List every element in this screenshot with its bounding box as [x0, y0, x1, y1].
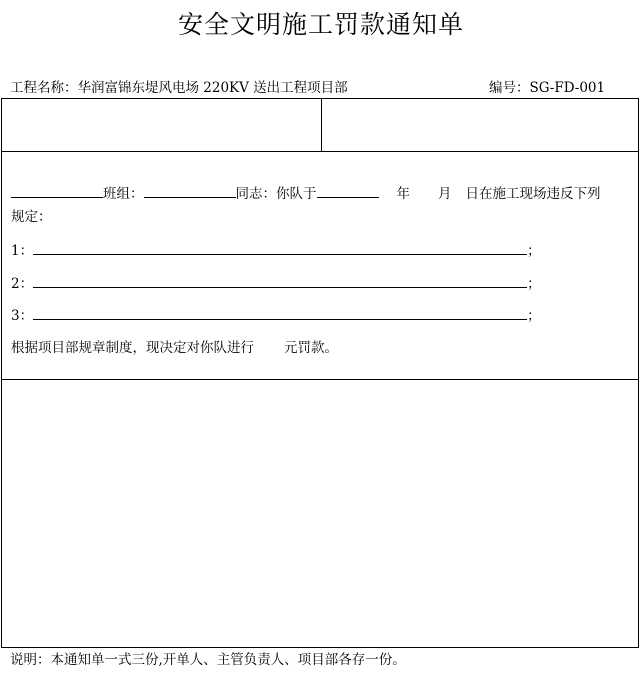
team-label: 班组： [103, 186, 144, 202]
remarks-area[interactable] [2, 380, 638, 647]
rules-label: 规定： [11, 209, 52, 225]
person-name-blank[interactable] [144, 183, 236, 198]
document-number: 编号：SG-FD-001 [489, 80, 606, 96]
project-name: 工程名称：华润富锦东堤风电场 220KV 送出工程项目部 [10, 80, 348, 96]
rule-item-1 [11, 240, 541, 261]
rule-number: 3： [11, 308, 34, 324]
penalty-prefix: 根据项目部规章制度，现决定对你队进行 [11, 340, 254, 356]
rule-item-3 [11, 305, 541, 326]
date-blank[interactable] [317, 183, 379, 198]
penalty-statement [11, 338, 338, 358]
page-title: 安全文明施工罚款通知单 [177, 10, 464, 39]
rule-1-blank[interactable] [33, 240, 527, 255]
rule-end: ； [527, 276, 541, 292]
violation-section [2, 152, 638, 380]
violation-statement [11, 183, 601, 204]
header-cell-left[interactable] [2, 99, 322, 151]
rule-item-2 [11, 273, 541, 294]
footer-note: 说明：本通知单一式三份,开单人、主管负责人、项目部各存一份。 [10, 652, 406, 668]
day-tail-label: 日在施工现场违反下列 [465, 186, 601, 202]
form-header-row [2, 99, 638, 152]
month-label: 月 [438, 186, 452, 202]
comrade-label: 同志：你队于 [235, 186, 317, 202]
year-label: 年 [396, 186, 410, 202]
rule-number: 2： [11, 276, 34, 292]
rule-number: 1： [11, 243, 34, 259]
rule-2-blank[interactable] [33, 273, 527, 288]
notice-form [1, 98, 639, 648]
header-cell-right[interactable] [322, 99, 638, 151]
rule-end: ； [527, 308, 541, 324]
team-name-blank[interactable] [11, 183, 103, 198]
rule-3-blank[interactable] [33, 305, 527, 320]
penalty-suffix: 元罚款。 [284, 340, 338, 356]
rule-end: ； [527, 243, 541, 259]
